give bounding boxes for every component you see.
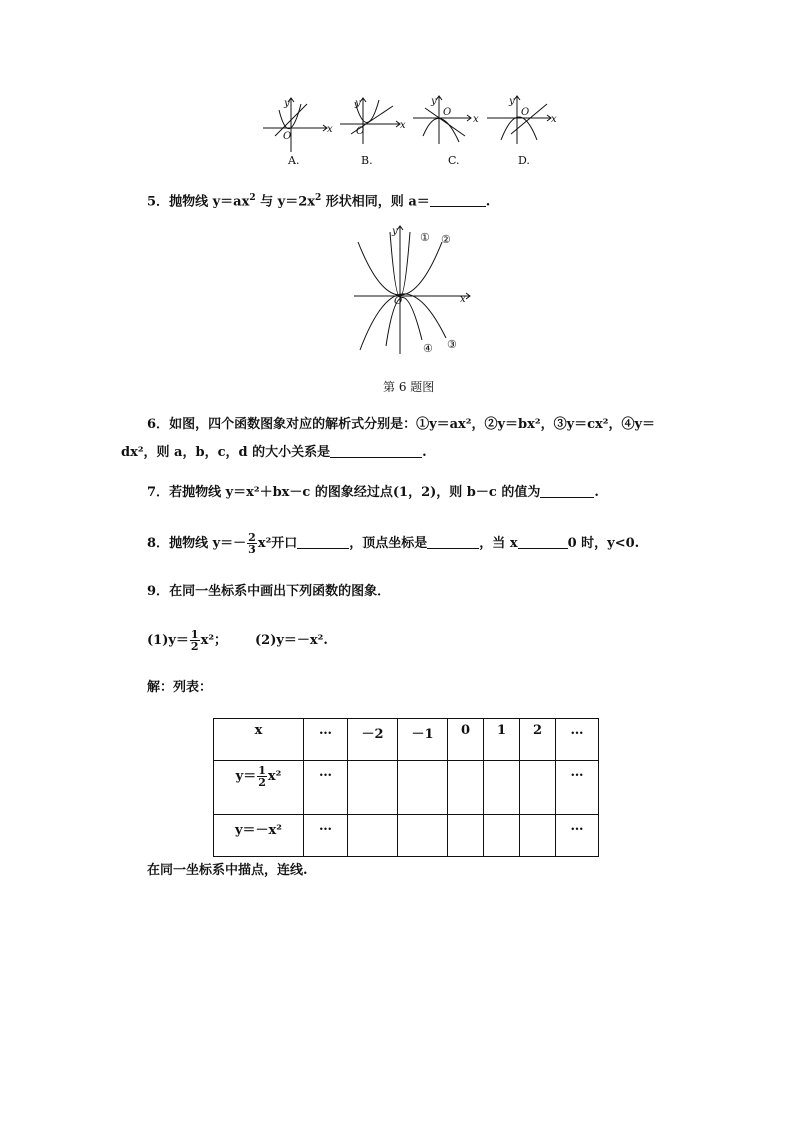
question-8-x2: x² [257, 536, 272, 551]
table-row-half-x2 [214, 761, 599, 815]
graph-b-axis-x: x [400, 120, 406, 131]
question-5-end: . [485, 194, 491, 210]
question-7: 7．若抛物线 y＝x²＋bx－c 的图象经过点(1，2)，则 b－c 的值为 . [147, 485, 599, 500]
question-6-line-1: 6．如图，四个函数图象对应的解析式分别是：①y＝ax²，②y＝bx²，③y＝cx²，④y＝ [147, 417, 656, 432]
curve-label-3: ③ [447, 338, 457, 351]
table-cell[interactable] [448, 815, 484, 857]
figure-6-origin: O [394, 296, 403, 307]
question-6-text-2: dx²，则 a，b，c，d 的大小关系是 [121, 445, 331, 460]
question-8-t3: ，当 x [479, 536, 518, 551]
question-8-t1: 开口 [271, 536, 298, 551]
solution-label: 解：列表： [147, 680, 213, 695]
graph-d [487, 96, 551, 144]
table-cell[interactable] [398, 761, 448, 815]
graph-a-origin: O [283, 131, 292, 142]
table-cell[interactable] [398, 815, 448, 857]
question-5-number: 5 [147, 194, 157, 210]
curve-4 [386, 297, 422, 346]
question-6-text-1: 如图，四个函数图象对应的解析式分别是：①y＝ax²，②y＝bx²，③y＝cx²，④y＝ [169, 417, 656, 432]
question-9-part-1-suffix: x²； [200, 633, 228, 648]
question-7-text: 若抛物线 y＝x²＋bx－c 的图象经过点(1，2)，则 b－c 的值为 [169, 485, 541, 500]
table-cell[interactable] [348, 815, 398, 857]
table-row-neg-x2 [214, 815, 599, 857]
question-9-text: 在同一坐标系中画出下列函数的图象． [169, 584, 391, 599]
question-5-sup-2: 2 [315, 193, 322, 203]
answer-blank-q6[interactable] [330, 443, 422, 458]
value-table [213, 718, 599, 857]
graph-c-origin: O [443, 107, 452, 118]
option-label-c: C. [448, 154, 460, 167]
table-header-cell: 2 [520, 719, 556, 761]
question-6-end: . [422, 445, 427, 460]
table-cell[interactable] [520, 815, 556, 857]
row-label-suffix: x² [267, 769, 282, 784]
question-5-text-c: 形状相同，则 a＝ [321, 194, 430, 210]
table-cell[interactable] [520, 761, 556, 815]
graph-c [413, 96, 471, 144]
question-6-number: 6 [147, 417, 157, 432]
fraction-denominator: 3 [248, 543, 256, 556]
question-8-t2: ，顶点坐标是 [349, 536, 428, 551]
fraction-denominator: 2 [258, 776, 266, 789]
table-row-label: y＝－x² [214, 815, 304, 857]
graph-b-axis-y: y [355, 98, 361, 109]
fraction-numerator: 1 [258, 764, 266, 777]
fraction-one-half [257, 765, 267, 788]
table-header-cell: … [304, 719, 348, 761]
graph-a-axis-x: x [327, 124, 333, 135]
curve-label-4: ④ [423, 342, 433, 355]
fraction-numerator: 2 [248, 531, 256, 544]
table-header-cell: … [556, 719, 599, 761]
fraction-denominator: 2 [190, 640, 199, 653]
graph-d-origin: O [521, 107, 530, 118]
curve-label-1: ① [420, 231, 430, 244]
fraction-numerator: 1 [190, 628, 199, 641]
table-row-x [214, 719, 599, 761]
question-7-end: . [594, 485, 599, 500]
question-5-text-b: 与 y＝2x [255, 194, 315, 210]
graph-c-axis-y: y [431, 96, 437, 107]
question-9-part-1-prefix: (1)y＝ [147, 633, 189, 648]
table-header-x: x [214, 719, 304, 761]
answer-blank-q8-opening[interactable] [297, 534, 349, 549]
graph-d-axis-x: x [551, 114, 557, 125]
question-8-prefix: 抛物线 y＝－ [169, 536, 247, 551]
table-cell: … [304, 815, 348, 857]
curve-label-2: ② [441, 233, 451, 246]
table-cell[interactable] [484, 761, 520, 815]
option-label-a: A. [288, 154, 300, 167]
question-5-text-a: 抛物线 y＝ax [169, 194, 250, 210]
graph-c-axis-x: x [473, 114, 479, 125]
option-label-b: B. [361, 154, 373, 167]
question-5: 5．抛物线 $y=ax^2$ 与 $y=2x^2$ 形状相同，则 a＝ . [147, 193, 491, 210]
question-7-number: 7 [147, 485, 157, 500]
graph-d-axis-y: y [509, 96, 515, 107]
table-cell: … [556, 815, 599, 857]
table-row-label [214, 761, 304, 815]
solution-footer: 在同一坐标系中描点，连线. [147, 863, 308, 878]
table-cell[interactable] [448, 761, 484, 815]
answer-blank-q5[interactable] [430, 192, 486, 207]
row-label-prefix: y＝ [235, 769, 257, 784]
question-9-parts [147, 626, 328, 656]
table-cell: … [556, 761, 599, 815]
table-header-cell: －1 [398, 719, 448, 761]
question-9-number: 9 [147, 584, 157, 599]
question-6-line-2 [121, 442, 427, 464]
graph-b-origin: O [356, 126, 365, 137]
table-cell[interactable] [348, 761, 398, 815]
table-header-cell: 0 [448, 719, 484, 761]
question-5-sup-1: 2 [249, 193, 256, 203]
figure-6 [350, 222, 476, 358]
question-8-t4: 0 时，y<0. [567, 536, 640, 551]
table-header-cell: －2 [348, 719, 398, 761]
table-cell: … [304, 761, 348, 815]
graph-a [263, 98, 327, 152]
figure-6-axis-x: x [460, 294, 466, 305]
answer-blank-q8-x[interactable] [518, 534, 568, 549]
table-cell[interactable] [484, 815, 520, 857]
figure-6-axis-y: y [392, 226, 398, 237]
fraction-one-half [190, 629, 200, 652]
question-9: 9．在同一坐标系中画出下列函数的图象． [147, 584, 391, 599]
answer-blank-q7[interactable] [540, 483, 594, 498]
graph-b [340, 98, 400, 144]
fraction-two-thirds [247, 532, 257, 555]
answer-blank-q8-vertex[interactable] [427, 534, 479, 549]
option-label-d: D. [518, 154, 530, 167]
figure-6-caption: 第 6 题图 [383, 380, 435, 394]
question-8: 8．抛物线 y＝－ $\frac{2}{3}$ x²开口 ，顶点坐标是 ，当 x 0 时，y<0. [147, 531, 640, 556]
graph-a-axis-y: y [284, 98, 290, 109]
curve-3 [360, 294, 446, 350]
question-9-part-2: (2)y＝－x². [255, 633, 328, 648]
table-header-cell: 1 [484, 719, 520, 761]
question-8-number: 8 [147, 536, 157, 551]
